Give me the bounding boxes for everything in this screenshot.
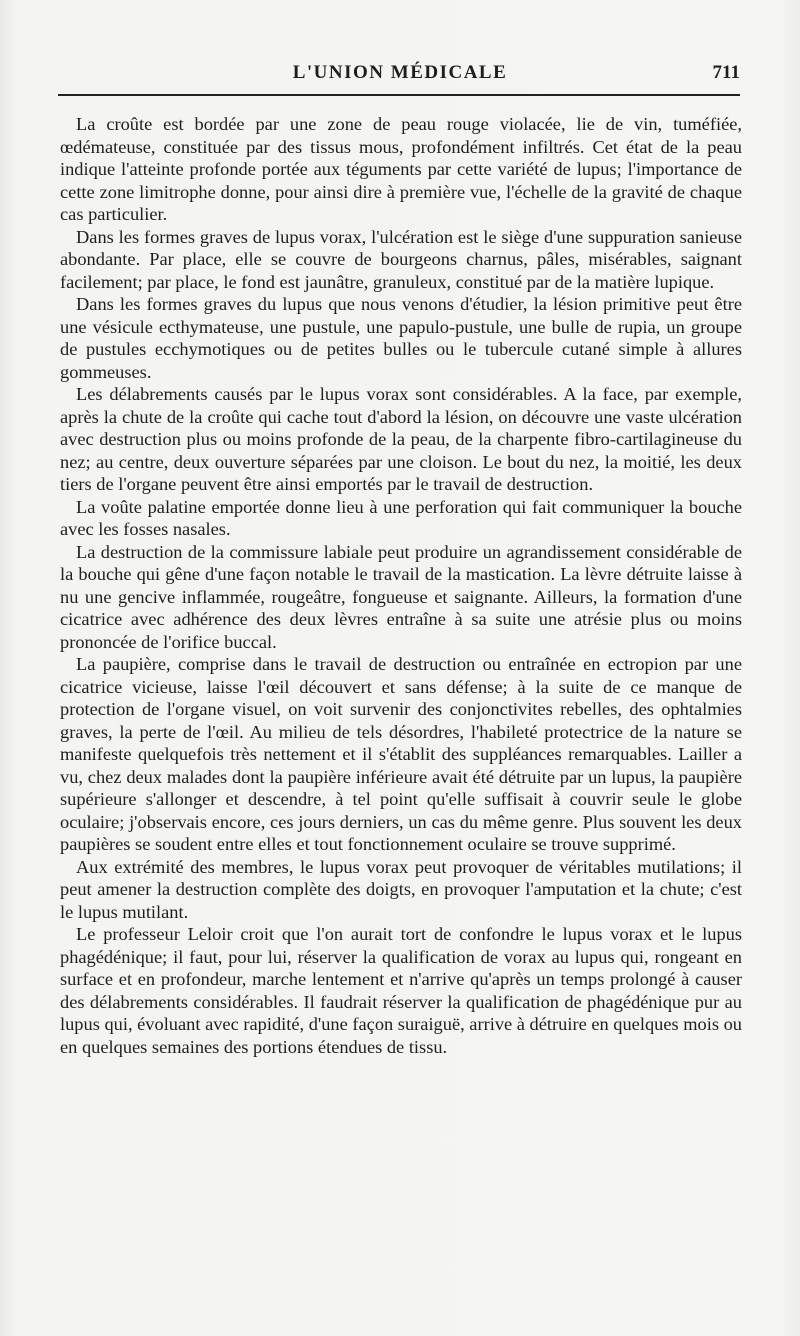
page-header xyxy=(60,62,740,88)
paragraph: La paupière, comprise dans le travail de destruction ou entraînée en ectropion par une cicatrice vicieuse, laisse l'œil découvert et sans défense; à la suite de ce manque de protection de l'organe visuel, on voit survenir des conjonctivites rebelles, des ophtalmies graves, la perte de l'œil. Au milieu de tels désordres, l'habileté protectrice de la nature se manifeste quelquefois très nettement et il s'établit des suppléances remarquables. Lailler a vu, chez deux malades dont la paupière inférieure avait été détruite par un lupus, la paupière supérieure s'allonger et descendre, à tel point qu'elle suffisait à couvrir seule le globe oculaire; j'observais encore, ces jours derniers, un cas du même genre. Plus souvent les deux paupières se soudent entre elles et tout fonctionnement oculaire se trouve supprimé. xyxy=(60,654,742,854)
header-rule xyxy=(58,94,740,96)
paragraph: Dans les formes graves de lupus vorax, l'ulcération est le siège d'une suppuration sanieuse abondante. Par place, elle se couvre de bourgeons charnus, pâles, misérables, saignant facilement; par place, le fond est jaunâtre, granuleux, constitué par de la matière lupique. xyxy=(60,226,742,292)
running-title: L'UNION MÉDICALE xyxy=(292,62,508,83)
paragraph: La croûte est bordée par une zone de peau rouge violacée, lie de vin, tuméfiée, œdémateuse, constituée par des tissus mous, profondément infiltrés. Cet état de la peau indique l'atteinte profonde portée aux téguments par cette variété de lupus; l'importance de cette zone limitrophe donne, pour ainsi dire à première vue, l'échelle de la gravité de chaque cas particulier. xyxy=(60,114,742,224)
paragraph: Aux extrémité des membres, le lupus vorax peut provoquer de véritables mutilations; il peut amener la destruction complète des doigts, en provoquer l'amputation et la chute; c'est le lupus mutilant. xyxy=(60,856,742,922)
paragraph: Dans les formes graves du lupus que nous venons d'étudier, la lésion primitive peut être une vésicule ecthymateuse, une pustule, une papulo-pustule, une bulle de rupia, un groupe de pustules ecchymotiques ou de petites bulles ou le tubercule cutané simple à allures gommeuses. xyxy=(60,294,742,382)
page-number: 711 xyxy=(712,62,740,83)
paragraph: Le professeur Leloir croit que l'on aurait tort de confondre le lupus vorax et le lupus phagédénique; il faut, pour lui, réserver la qualification de vorax au lupus qui, rongeant en surface et en profondeur, marche lentement et n'arrive qu'après un temps prolongé à causer des délabrements considérables. Il faudrait réserver la qualification de phagédénique pur au lupus qui, évoluant avec rapidité, d'une façon suraiguë, arrive à détruire en quelques mois ou en quelques semaines des portions étendues de tissu. xyxy=(60,924,743,1057)
body-text xyxy=(60,113,742,1058)
paragraph: La destruction de la commissure labiale peut produire un agrandissement considérable de la bouche qui gêne d'une façon notable le travail de la mastication. La lèvre détruite laisse à nu une gencive inflammée, rougeâtre, fongueuse et saignante. Ailleurs, la formation d'une cicatrice avec adhérence des deux lèvres entraîne à sa suite une atrésie plus ou moins prononcée de l'orifice buccal. xyxy=(60,541,742,652)
paragraph: Les délabrements causés par le lupus vorax sont considérables. A la face, par exemple, après la chute de la croûte qui cache tout d'abord la lésion, on découvre une vaste ulcération avec destruction plus ou moins profonde de la peau, de la charpente fibro-cartilagineuse du nez; au centre, deux ouverture séparées par une cloison. Le bout du nez, la moitié, les deux tiers de l'organe peuvent être ainsi emportés par le travail de destruction. xyxy=(60,384,742,494)
paragraph: La voûte palatine emportée donne lieu à une perforation qui fait communiquer la bouche avec les fosses nasales. xyxy=(60,496,742,539)
